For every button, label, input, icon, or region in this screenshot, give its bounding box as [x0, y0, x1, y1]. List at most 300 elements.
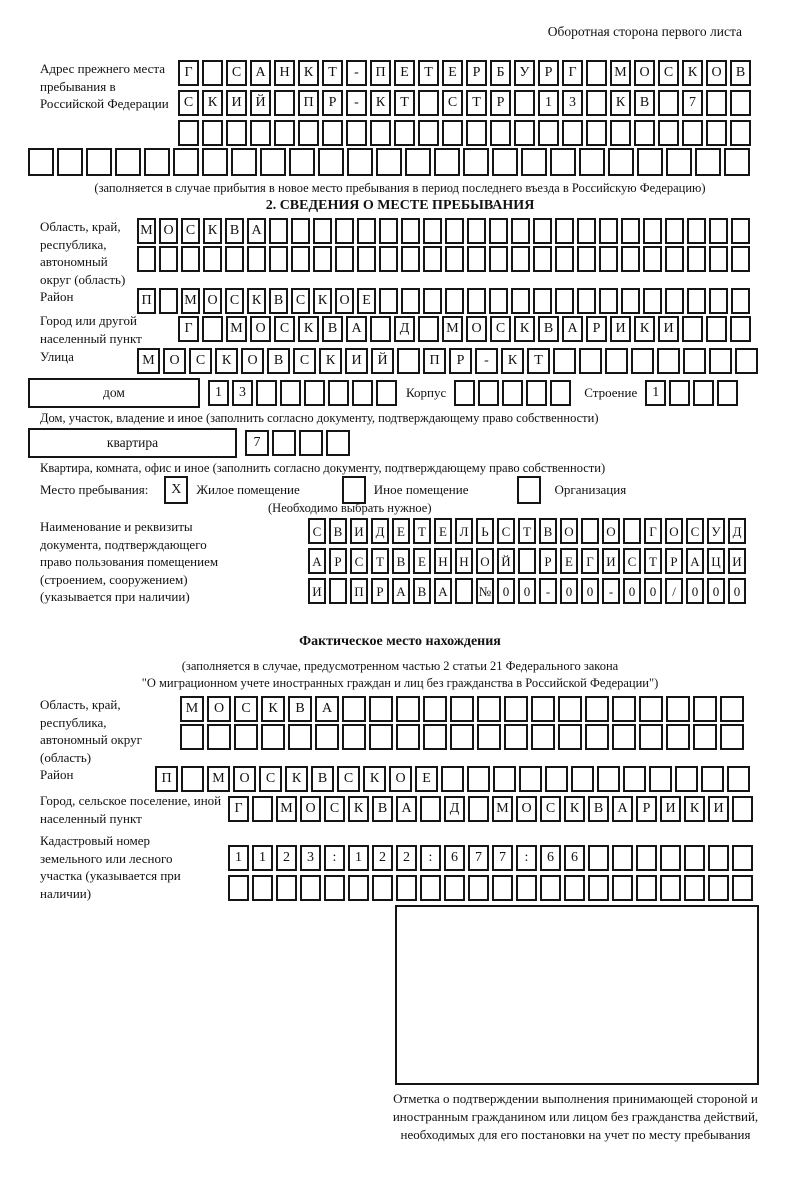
char-cell[interactable]: О — [159, 218, 178, 244]
char-cell[interactable] — [516, 875, 537, 901]
char-cell[interactable]: 3 — [232, 380, 253, 406]
char-cell[interactable] — [585, 724, 609, 750]
char-cell[interactable]: М — [180, 696, 204, 722]
char-cell[interactable]: С — [226, 60, 247, 86]
char-cell[interactable] — [660, 875, 681, 901]
char-cell[interactable] — [202, 60, 223, 86]
char-cell[interactable]: И — [226, 90, 247, 116]
char-cell[interactable]: К — [298, 60, 319, 86]
char-cell[interactable]: 1 — [348, 845, 369, 871]
char-cell[interactable] — [643, 218, 662, 244]
char-cell[interactable]: О — [476, 548, 494, 574]
char-cell[interactable]: Р — [449, 348, 472, 374]
char-cell[interactable] — [732, 845, 753, 871]
char-cell[interactable]: А — [434, 578, 452, 604]
char-cell[interactable]: В — [267, 348, 290, 374]
char-cell[interactable] — [612, 845, 633, 871]
char-cell[interactable]: О — [207, 696, 231, 722]
char-cell[interactable]: А — [247, 218, 266, 244]
char-cell[interactable] — [531, 696, 555, 722]
char-cell[interactable] — [180, 724, 204, 750]
char-cell[interactable] — [545, 766, 568, 792]
char-cell[interactable]: Б — [490, 60, 511, 86]
char-cell[interactable] — [709, 246, 728, 272]
char-cell[interactable] — [226, 120, 247, 146]
char-cell[interactable]: Г — [562, 60, 583, 86]
char-cell[interactable] — [203, 246, 222, 272]
char-cell[interactable]: 1 — [228, 845, 249, 871]
char-cell[interactable] — [376, 380, 397, 406]
char-cell[interactable]: С — [291, 288, 310, 314]
char-cell[interactable] — [666, 696, 690, 722]
char-cell[interactable]: Т — [418, 60, 439, 86]
char-cell[interactable]: В — [225, 218, 244, 244]
char-cell[interactable] — [252, 796, 273, 822]
char-cell[interactable]: Т — [413, 518, 431, 544]
char-cell[interactable]: 6 — [564, 845, 585, 871]
char-cell[interactable] — [586, 90, 607, 116]
char-cell[interactable] — [514, 90, 535, 116]
char-cell[interactable] — [660, 845, 681, 871]
char-cell[interactable]: И — [350, 518, 368, 544]
char-cell[interactable] — [86, 148, 112, 176]
char-cell[interactable] — [720, 696, 744, 722]
char-cell[interactable] — [730, 120, 751, 146]
char-cell[interactable] — [631, 348, 654, 374]
char-cell[interactable] — [315, 724, 339, 750]
char-cell[interactable] — [531, 724, 555, 750]
char-cell[interactable]: С — [259, 766, 282, 792]
char-cell[interactable] — [250, 120, 271, 146]
char-cell[interactable] — [571, 766, 594, 792]
char-cell[interactable] — [444, 875, 465, 901]
char-cell[interactable] — [28, 148, 54, 176]
char-cell[interactable] — [693, 696, 717, 722]
char-cell[interactable] — [313, 218, 332, 244]
char-cell[interactable] — [634, 120, 655, 146]
char-cell[interactable]: П — [370, 60, 391, 86]
char-cell[interactable]: С — [189, 348, 212, 374]
char-cell[interactable]: Р — [490, 90, 511, 116]
char-cell[interactable] — [684, 875, 705, 901]
char-cell[interactable] — [518, 548, 536, 574]
char-cell[interactable] — [538, 120, 559, 146]
char-cell[interactable] — [735, 348, 758, 374]
char-cell[interactable] — [579, 148, 605, 176]
char-cell[interactable] — [555, 218, 574, 244]
char-cell[interactable] — [228, 875, 249, 901]
char-cell[interactable] — [401, 218, 420, 244]
char-cell[interactable] — [665, 288, 684, 314]
checkbox-organizatsiya[interactable] — [517, 476, 541, 504]
char-cell[interactable]: 3 — [562, 90, 583, 116]
char-cell[interactable]: А — [250, 60, 271, 86]
char-cell[interactable] — [418, 90, 439, 116]
char-cell[interactable] — [639, 724, 663, 750]
char-cell[interactable]: К — [202, 90, 223, 116]
char-cell[interactable] — [396, 696, 420, 722]
char-cell[interactable]: Л — [455, 518, 473, 544]
char-cell[interactable] — [252, 875, 273, 901]
char-cell[interactable]: А — [396, 796, 417, 822]
char-cell[interactable] — [379, 218, 398, 244]
char-cell[interactable] — [637, 148, 663, 176]
char-cell[interactable]: - — [539, 578, 557, 604]
char-cell[interactable] — [511, 218, 530, 244]
char-cell[interactable]: П — [350, 578, 368, 604]
char-cell[interactable] — [493, 766, 516, 792]
char-cell[interactable]: С — [181, 218, 200, 244]
char-cell[interactable]: О — [233, 766, 256, 792]
char-cell[interactable] — [586, 120, 607, 146]
char-cell[interactable]: О — [602, 518, 620, 544]
char-cell[interactable] — [610, 120, 631, 146]
char-cell[interactable]: В — [311, 766, 334, 792]
char-cell[interactable] — [329, 578, 347, 604]
char-cell[interactable] — [623, 518, 641, 544]
char-cell[interactable]: О — [250, 316, 271, 342]
char-cell[interactable] — [318, 148, 344, 176]
char-cell[interactable]: Р — [665, 548, 683, 574]
char-cell[interactable] — [586, 60, 607, 86]
char-cell[interactable]: И — [308, 578, 326, 604]
char-cell[interactable]: Д — [728, 518, 746, 544]
char-cell[interactable] — [621, 246, 640, 272]
char-cell[interactable]: В — [730, 60, 751, 86]
char-cell[interactable] — [291, 218, 310, 244]
char-cell[interactable]: К — [370, 90, 391, 116]
char-cell[interactable]: Р — [466, 60, 487, 86]
char-cell[interactable] — [272, 430, 296, 456]
char-cell[interactable]: - — [346, 60, 367, 86]
char-cell[interactable] — [247, 246, 266, 272]
char-cell[interactable] — [274, 120, 295, 146]
char-cell[interactable]: Е — [442, 60, 463, 86]
char-cell[interactable]: Д — [444, 796, 465, 822]
char-cell[interactable]: О — [300, 796, 321, 822]
char-cell[interactable]: И — [602, 548, 620, 574]
char-cell[interactable]: О — [389, 766, 412, 792]
char-cell[interactable]: П — [155, 766, 178, 792]
char-cell[interactable] — [639, 696, 663, 722]
char-cell[interactable]: У — [707, 518, 725, 544]
char-cell[interactable] — [313, 246, 332, 272]
char-cell[interactable]: В — [588, 796, 609, 822]
char-cell[interactable] — [467, 766, 490, 792]
char-cell[interactable] — [492, 875, 513, 901]
char-cell[interactable]: № — [476, 578, 494, 604]
char-cell[interactable] — [478, 380, 499, 406]
char-cell[interactable] — [454, 380, 475, 406]
char-cell[interactable] — [394, 120, 415, 146]
char-cell[interactable]: - — [602, 578, 620, 604]
char-cell[interactable] — [732, 875, 753, 901]
char-cell[interactable] — [665, 246, 684, 272]
char-cell[interactable]: С — [497, 518, 515, 544]
char-cell[interactable] — [643, 246, 662, 272]
char-cell[interactable]: В — [329, 518, 347, 544]
char-cell[interactable]: С — [178, 90, 199, 116]
char-cell[interactable] — [324, 875, 345, 901]
char-cell[interactable]: К — [247, 288, 266, 314]
char-cell[interactable]: В — [288, 696, 312, 722]
char-cell[interactable]: К — [215, 348, 238, 374]
char-cell[interactable]: Т — [371, 548, 389, 574]
char-cell[interactable]: Е — [434, 518, 452, 544]
char-cell[interactable]: 1 — [208, 380, 229, 406]
char-cell[interactable]: М — [276, 796, 297, 822]
char-cell[interactable]: М — [137, 218, 156, 244]
char-cell[interactable] — [709, 218, 728, 244]
char-cell[interactable]: А — [308, 548, 326, 574]
char-cell[interactable] — [489, 246, 508, 272]
char-cell[interactable]: С — [540, 796, 561, 822]
char-cell[interactable]: 1 — [645, 380, 666, 406]
char-cell[interactable]: Р — [586, 316, 607, 342]
char-cell[interactable] — [687, 288, 706, 314]
char-cell[interactable] — [666, 148, 692, 176]
char-cell[interactable]: В — [372, 796, 393, 822]
char-cell[interactable] — [369, 696, 393, 722]
char-cell[interactable] — [605, 348, 628, 374]
char-cell[interactable] — [577, 288, 596, 314]
char-cell[interactable] — [357, 246, 376, 272]
char-cell[interactable]: 0 — [560, 578, 578, 604]
char-cell[interactable] — [342, 724, 366, 750]
char-cell[interactable] — [540, 875, 561, 901]
char-cell[interactable] — [724, 148, 750, 176]
char-cell[interactable] — [731, 246, 750, 272]
char-cell[interactable] — [581, 518, 599, 544]
char-cell[interactable] — [304, 380, 325, 406]
char-cell[interactable]: С — [686, 518, 704, 544]
char-cell[interactable]: М — [492, 796, 513, 822]
char-cell[interactable]: А — [346, 316, 367, 342]
char-cell[interactable]: Р — [329, 548, 347, 574]
char-cell[interactable]: 1 — [252, 845, 273, 871]
char-cell[interactable]: М — [226, 316, 247, 342]
char-cell[interactable] — [335, 218, 354, 244]
char-cell[interactable]: Н — [274, 60, 295, 86]
char-cell[interactable]: 0 — [644, 578, 662, 604]
char-cell[interactable] — [450, 696, 474, 722]
char-cell[interactable] — [288, 724, 312, 750]
char-cell[interactable] — [369, 724, 393, 750]
char-cell[interactable]: Й — [250, 90, 271, 116]
char-cell[interactable] — [326, 430, 350, 456]
char-cell[interactable] — [731, 218, 750, 244]
char-cell[interactable] — [504, 724, 528, 750]
char-cell[interactable] — [420, 796, 441, 822]
char-cell[interactable]: Й — [497, 548, 515, 574]
checkbox-zhiloe[interactable]: X — [164, 476, 188, 504]
char-cell[interactable] — [477, 696, 501, 722]
char-cell[interactable]: В — [634, 90, 655, 116]
char-cell[interactable] — [467, 288, 486, 314]
char-cell[interactable]: А — [392, 578, 410, 604]
char-cell[interactable] — [649, 766, 672, 792]
char-cell[interactable]: Е — [357, 288, 376, 314]
char-cell[interactable]: И — [345, 348, 368, 374]
char-cell[interactable]: 0 — [581, 578, 599, 604]
char-cell[interactable]: 0 — [518, 578, 536, 604]
char-cell[interactable]: : — [420, 845, 441, 871]
char-cell[interactable] — [335, 246, 354, 272]
char-cell[interactable]: К — [682, 60, 703, 86]
char-cell[interactable]: Т — [394, 90, 415, 116]
char-cell[interactable] — [511, 246, 530, 272]
char-cell[interactable]: Т — [322, 60, 343, 86]
char-cell[interactable]: П — [298, 90, 319, 116]
char-cell[interactable]: В — [392, 548, 410, 574]
char-cell[interactable] — [533, 288, 552, 314]
char-cell[interactable]: 0 — [707, 578, 725, 604]
char-cell[interactable] — [328, 380, 349, 406]
char-cell[interactable]: С — [490, 316, 511, 342]
char-cell[interactable] — [396, 875, 417, 901]
char-cell[interactable] — [687, 246, 706, 272]
char-cell[interactable] — [708, 875, 729, 901]
char-cell[interactable]: К — [348, 796, 369, 822]
char-cell[interactable] — [276, 875, 297, 901]
char-cell[interactable] — [137, 246, 156, 272]
char-cell[interactable] — [636, 845, 657, 871]
char-cell[interactable] — [612, 696, 636, 722]
char-cell[interactable] — [489, 218, 508, 244]
char-cell[interactable]: И — [660, 796, 681, 822]
char-cell[interactable] — [558, 724, 582, 750]
char-cell[interactable]: С — [324, 796, 345, 822]
char-cell[interactable] — [599, 218, 618, 244]
char-cell[interactable]: 0 — [686, 578, 704, 604]
char-cell[interactable]: О — [560, 518, 578, 544]
char-cell[interactable] — [298, 120, 319, 146]
char-cell[interactable]: Г — [644, 518, 662, 544]
char-cell[interactable]: К — [203, 218, 222, 244]
char-cell[interactable] — [519, 766, 542, 792]
char-cell[interactable] — [442, 120, 463, 146]
char-cell[interactable] — [730, 90, 751, 116]
char-cell[interactable]: К — [564, 796, 585, 822]
char-cell[interactable]: Г — [178, 316, 199, 342]
char-cell[interactable] — [202, 316, 223, 342]
char-cell[interactable] — [511, 288, 530, 314]
char-cell[interactable]: Р — [322, 90, 343, 116]
char-cell[interactable] — [397, 348, 420, 374]
char-cell[interactable] — [555, 246, 574, 272]
char-cell[interactable]: У — [514, 60, 535, 86]
char-cell[interactable] — [558, 696, 582, 722]
char-cell[interactable] — [550, 380, 571, 406]
char-cell[interactable]: К — [684, 796, 705, 822]
char-cell[interactable]: С — [274, 316, 295, 342]
char-cell[interactable]: Г — [581, 548, 599, 574]
char-cell[interactable] — [260, 148, 286, 176]
char-cell[interactable] — [207, 724, 231, 750]
char-cell[interactable]: Т — [518, 518, 536, 544]
char-cell[interactable] — [370, 316, 391, 342]
char-cell[interactable]: С — [293, 348, 316, 374]
char-cell[interactable] — [347, 148, 373, 176]
char-cell[interactable]: 7 — [468, 845, 489, 871]
char-cell[interactable] — [706, 316, 727, 342]
char-cell[interactable]: С — [234, 696, 258, 722]
char-cell[interactable]: А — [315, 696, 339, 722]
char-cell[interactable]: Е — [560, 548, 578, 574]
char-cell[interactable]: Е — [415, 766, 438, 792]
char-cell[interactable] — [731, 288, 750, 314]
char-cell[interactable]: М — [610, 60, 631, 86]
char-cell[interactable] — [450, 724, 474, 750]
char-cell[interactable]: Р — [538, 60, 559, 86]
char-cell[interactable] — [489, 288, 508, 314]
char-cell[interactable] — [687, 218, 706, 244]
char-cell[interactable]: А — [612, 796, 633, 822]
char-cell[interactable]: 6 — [444, 845, 465, 871]
char-cell[interactable]: О — [241, 348, 264, 374]
char-cell[interactable]: Ь — [476, 518, 494, 544]
char-cell[interactable] — [588, 845, 609, 871]
char-cell[interactable] — [467, 246, 486, 272]
char-cell[interactable]: В — [538, 316, 559, 342]
char-cell[interactable]: Т — [644, 548, 662, 574]
char-cell[interactable] — [708, 845, 729, 871]
char-cell[interactable]: И — [708, 796, 729, 822]
char-cell[interactable]: С — [442, 90, 463, 116]
char-cell[interactable] — [612, 875, 633, 901]
char-cell[interactable]: 1 — [538, 90, 559, 116]
dom-box[interactable]: дом — [28, 378, 200, 408]
char-cell[interactable] — [577, 218, 596, 244]
char-cell[interactable] — [562, 120, 583, 146]
char-cell[interactable] — [621, 218, 640, 244]
char-cell[interactable] — [357, 218, 376, 244]
char-cell[interactable] — [579, 348, 602, 374]
char-cell[interactable] — [682, 120, 703, 146]
char-cell[interactable] — [533, 246, 552, 272]
char-cell[interactable]: М — [137, 348, 160, 374]
char-cell[interactable]: С — [658, 60, 679, 86]
char-cell[interactable] — [665, 218, 684, 244]
char-cell[interactable] — [720, 724, 744, 750]
char-cell[interactable] — [423, 724, 447, 750]
char-cell[interactable] — [463, 148, 489, 176]
char-cell[interactable] — [455, 578, 473, 604]
char-cell[interactable] — [658, 90, 679, 116]
char-cell[interactable]: Р — [636, 796, 657, 822]
char-cell[interactable] — [730, 316, 751, 342]
char-cell[interactable] — [555, 288, 574, 314]
char-cell[interactable] — [181, 766, 204, 792]
char-cell[interactable] — [423, 218, 442, 244]
char-cell[interactable] — [608, 148, 634, 176]
char-cell[interactable] — [468, 796, 489, 822]
char-cell[interactable] — [666, 724, 690, 750]
char-cell[interactable] — [695, 148, 721, 176]
char-cell[interactable] — [57, 148, 83, 176]
char-cell[interactable] — [623, 766, 646, 792]
char-cell[interactable] — [533, 218, 552, 244]
char-cell[interactable]: 0 — [623, 578, 641, 604]
char-cell[interactable] — [521, 148, 547, 176]
char-cell[interactable]: 6 — [540, 845, 561, 871]
char-cell[interactable] — [504, 696, 528, 722]
char-cell[interactable] — [376, 148, 402, 176]
char-cell[interactable] — [178, 120, 199, 146]
char-cell[interactable] — [709, 348, 732, 374]
char-cell[interactable] — [599, 246, 618, 272]
char-cell[interactable] — [423, 246, 442, 272]
